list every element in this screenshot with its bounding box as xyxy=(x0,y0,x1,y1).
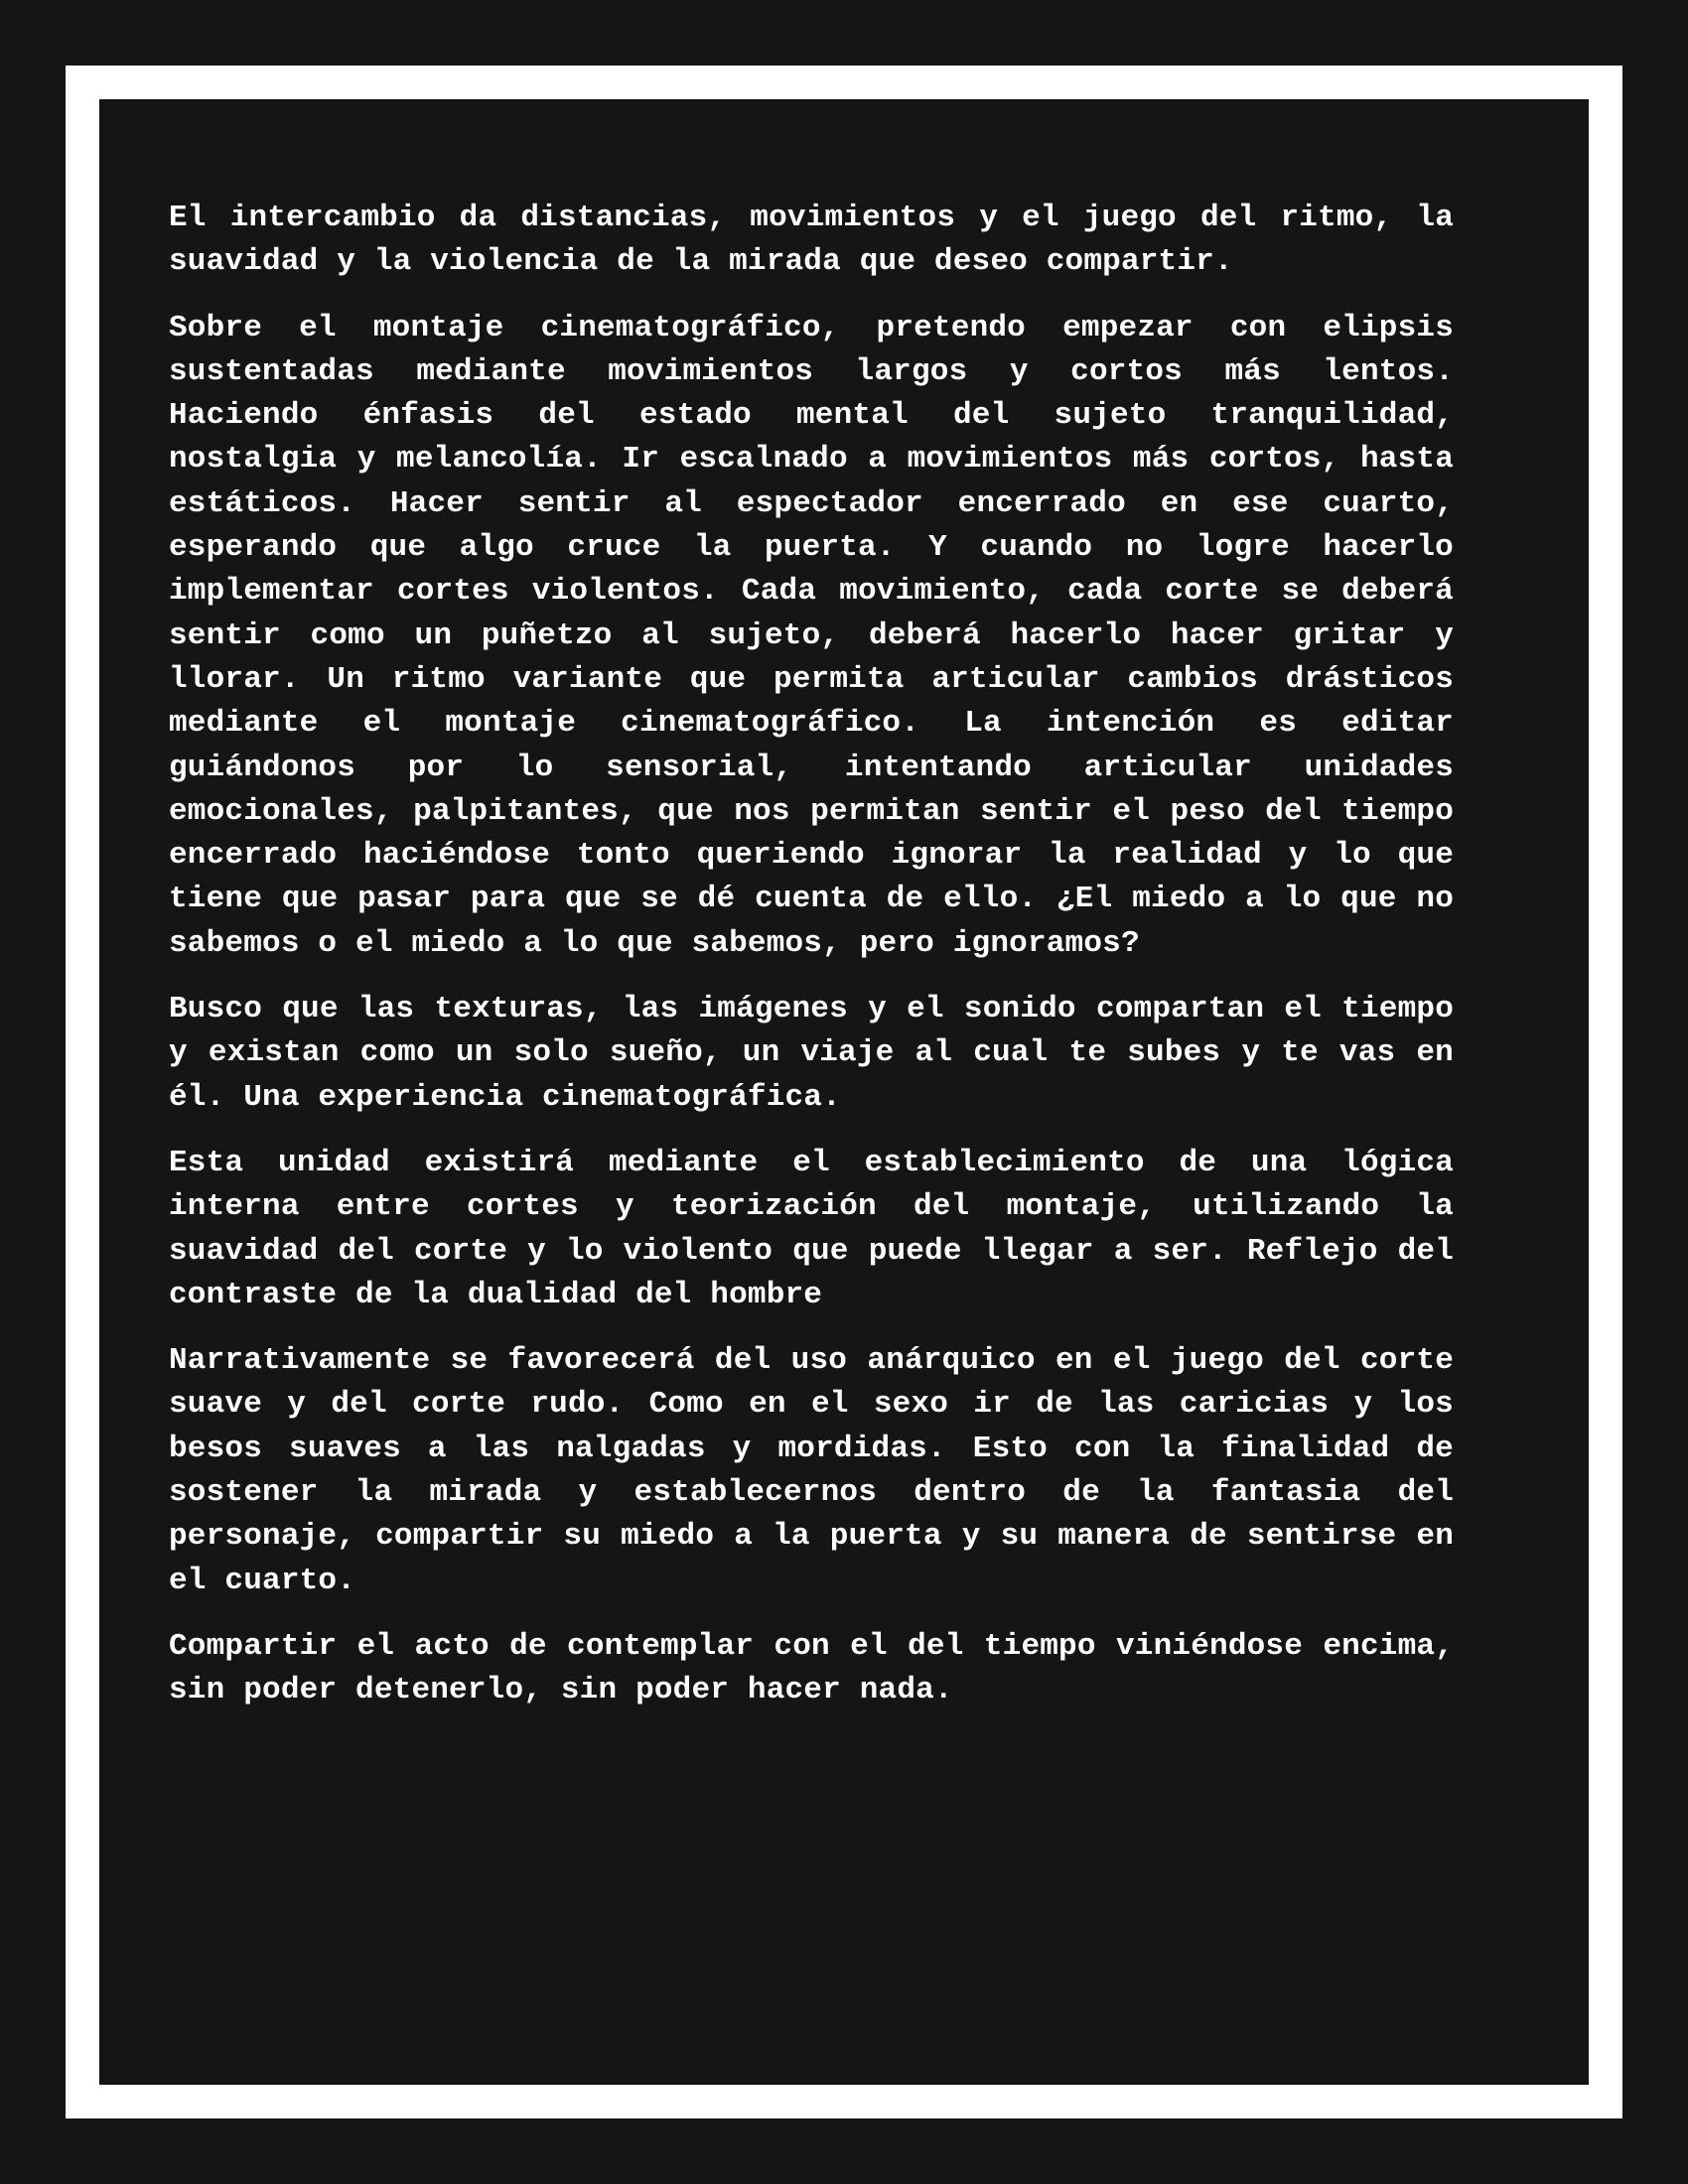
paragraph-1: El intercambio da distancias, movimientos y el juego del ritmo, la suavidad y la violencia de la mirada que deseo compartir. xyxy=(169,201,1454,280)
paragraph-2: Sobre el montaje cinematográfico, pretendo empezar con elipsis sustentadas mediante movimientos largos y cortos más lentos. Haciendo énfasis del estado mental del sujeto tranquilidad, nostalgia y melancolía. Ir escalnado a movimientos más cortos, hasta estáticos. Hacer sentir al espectador encerrado en ese cuarto, esperando que algo cruce la puerta. Y cuando no logre hacerlo implementar cortes violentos. Cada movimiento, cada corte se deberá sentir como un puñetzo al sujeto, deberá hacerlo hacer gritar y llorar. Un ritmo variante que permita articular cambios drásticos mediante el montaje cinematográfico. La intención es editar guiándonos por lo sensorial, intentando articular unidades emocionales, palpitantes, que nos permitan sentir el peso del tiempo encerrado haciéndose tonto queriendo ignorar la realidad y lo que tiene que pasar para que se dé cuenta de ello. ¿El miedo a lo que no sabemos o el miedo a lo que sabemos, pero ignoramos? xyxy=(169,310,1454,961)
document-body xyxy=(169,197,1454,1735)
paragraph-5: Narrativamente se favorecerá del uso anárquico en el juego del corte suave y del corte rudo. Como en el sexo ir de las caricias y los besos suaves a las nalgadas y mordidas. Esto con la finalidad de sostener la mirada y establecernos dentro de la fantasia del personaje, compartir su miedo a la puerta y su manera de sentirse en el cuarto. xyxy=(169,1343,1454,1598)
paragraph-4: Esta unidad existirá mediante el establecimiento de una lógica interna entre cortes y teorización del montaje, utilizando la suavidad del corte y lo violento que puede llegar a ser. Reflejo del contraste de la dualidad del hombre xyxy=(169,1145,1454,1312)
paragraph-6: Compartir el acto de contemplar con el del tiempo viniéndose encima, sin poder detenerlo, sin poder hacer nada. xyxy=(169,1628,1454,1708)
paragraph-3: Busco que las texturas, las imágenes y el sonido compartan el tiempo y existan como un solo sueño, un viaje al cual te subes y te vas en él. Una experiencia cinematográfica. xyxy=(169,992,1454,1115)
